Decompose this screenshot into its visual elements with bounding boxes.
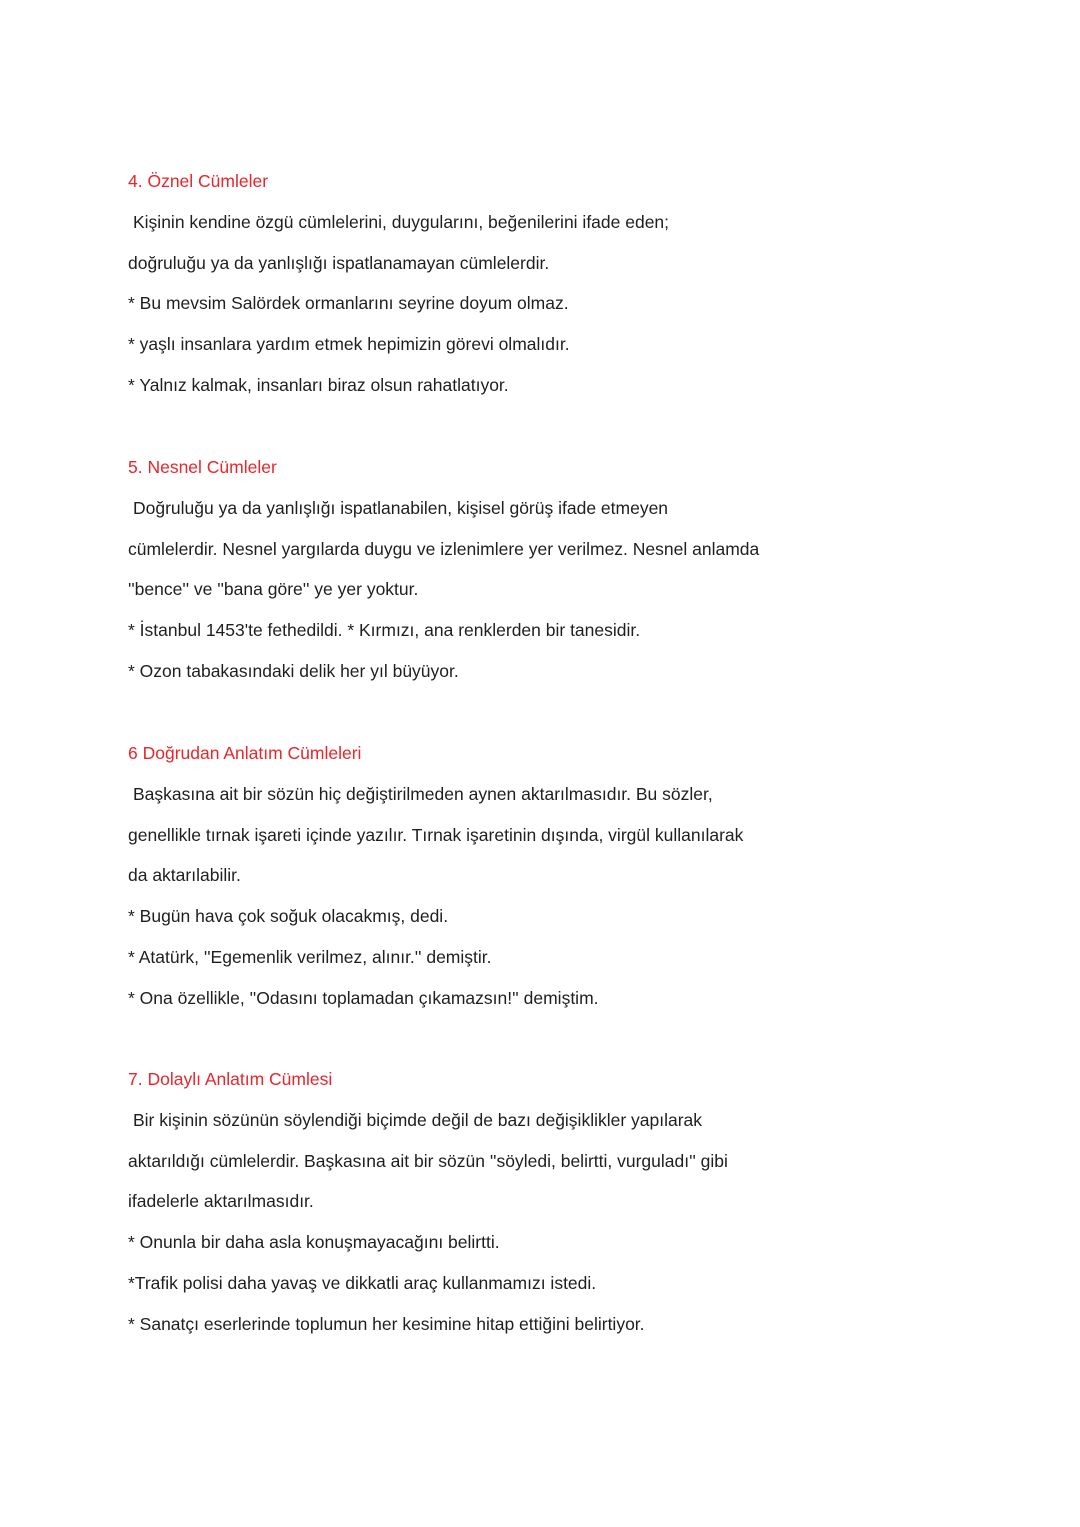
definition-line: ''bence'' ve ''bana göre'' ye yer yoktur.	[128, 579, 419, 600]
section-heading: 6 Doğrudan Anlatım Cümleleri	[128, 743, 362, 763]
section-dogrudan-anlatim	[128, 733, 828, 1019]
section-dolayli-anlatim	[128, 1059, 828, 1345]
definition-line: aktarıldığı cümlelerdir. Başkasına ait bir sözün ''söyledi, belirtti, vurguladı'' gibi	[128, 1150, 728, 1171]
definition-line: doğruluğu ya da yanlışlığı ispatlanamayan cümlelerdir.	[128, 252, 550, 273]
example-line: * Onunla bir daha asla konuşmayacağını belirtti.	[128, 1232, 500, 1253]
example-line: * İstanbul 1453'te fethedildi. * Kırmızı, ana renklerden bir tanesidir.	[128, 620, 641, 641]
definition-line: ifadelerle aktarılmasıdır.	[128, 1191, 314, 1212]
definition-line: Doğruluğu ya da yanlışlığı ispatlanabilen, kişisel görüş ifade etmeyen	[133, 497, 669, 518]
section-nesnel-cumleler	[128, 447, 828, 692]
example-line: * Atatürk, ''Egemenlik verilmez, alınır.'' demiştir.	[128, 946, 492, 967]
example-line: * Ozon tabakasındaki delik her yıl büyüyor.	[128, 660, 459, 681]
example-line: *Trafik polisi daha yavaş ve dikkatli araç kullanmamızı istedi.	[128, 1272, 597, 1293]
definition-line: cümlelerdir. Nesnel yargılarda duygu ve izlenimlere yer verilmez. Nesnel anlamda	[128, 538, 760, 559]
example-line: * Bugün hava çok soğuk olacakmış, dedi.	[128, 906, 449, 927]
section-heading: 7. Dolaylı Anlatım Cümlesi	[128, 1069, 333, 1089]
definition-line: Başkasına ait bir sözün hiç değiştirilmeden aynen aktarılmasıdır. Bu sözler,	[133, 783, 713, 804]
section-heading: 5. Nesnel Cümleler	[128, 457, 277, 477]
example-line: * Sanatçı eserlerinde toplumun her kesimine hitap ettiğini belirtiyor.	[128, 1313, 645, 1334]
definition-line: da aktarılabilir.	[128, 865, 241, 886]
example-line: * Ona özellikle, ''Odasını toplamadan çıkamazsın!'' demiştim.	[128, 987, 599, 1008]
definition-line: Bir kişinin sözünün söylendiği biçimde değil de bazı değişiklikler yapılarak	[133, 1109, 703, 1130]
definition-line: Kişinin kendine özgü cümlelerini, duygularını, beğenilerini ifade eden;	[133, 211, 670, 232]
definition-line: genellikle tırnak işareti içinde yazılır. Tırnak işaretinin dışında, virgül kullanılarak	[128, 824, 744, 845]
example-line: * Bu mevsim Salördek ormanlarını seyrine doyum olmaz.	[128, 293, 569, 314]
section-heading: 4. Öznel Cümleler	[128, 171, 269, 191]
example-line: * Yalnız kalmak, insanları biraz olsun rahatlatıyor.	[128, 374, 509, 395]
example-line: * yaşlı insanlara yardım etmek hepimizin görevi olmalıdır.	[128, 334, 570, 355]
section-oznel-cumleler	[128, 161, 828, 406]
